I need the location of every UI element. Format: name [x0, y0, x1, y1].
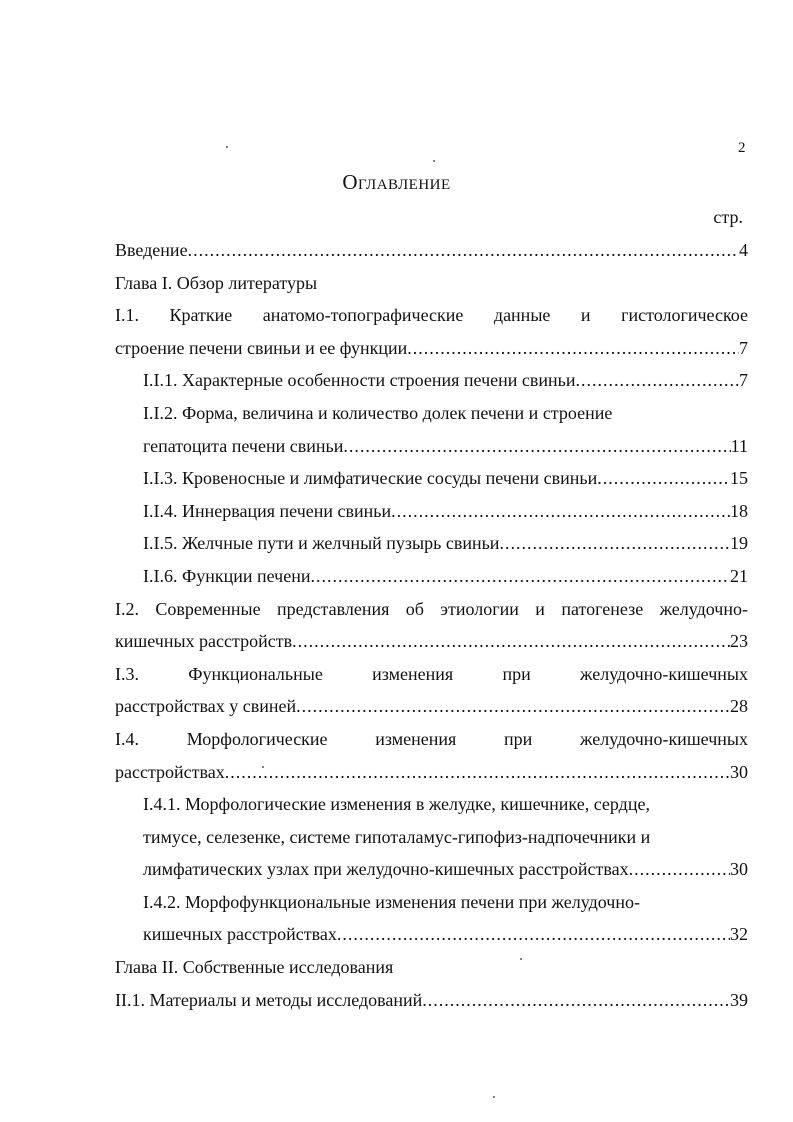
toc-entry: [143, 364, 748, 397]
toc-entry-text: I.4.1. Морфологические изменения в желудке, кишечнике, сердце,: [143, 794, 650, 815]
toc-entry-text: I.4.2. Морфофункциональные изменения печени при желудочно-: [143, 891, 640, 912]
toc-entry: [143, 560, 748, 593]
toc-entry-page: 30: [730, 761, 748, 782]
toc-entry: [143, 918, 748, 951]
toc-entry-page: 19: [730, 533, 748, 554]
toc-entry-page: 30: [730, 859, 748, 880]
toc-entry-label: расстройствах у свиней: [115, 696, 297, 717]
toc-entry: [143, 821, 748, 854]
toc-entry: I.1. Краткие анатомо-топографические данные и гистологическое: [115, 305, 748, 326]
toc-entry-label: I.I.5. Желчные пути и желчный пузырь свиньи: [143, 533, 500, 554]
toc-entry-page: 39: [730, 989, 748, 1010]
toc-entry-page: 18: [730, 500, 748, 521]
toc-entry-label: Введение: [115, 240, 188, 260]
toc-entry: [143, 527, 748, 560]
toc-dot-leader: [343, 430, 730, 463]
toc-entry-page: 11: [730, 435, 748, 456]
toc-entry-label: лимфатических узлах при желудочно-кишечных расстройствах: [143, 859, 629, 880]
toc-entry-label: кишечных расстройствах: [143, 924, 337, 945]
toc-entry: [115, 690, 748, 723]
toc-entry: [143, 397, 748, 430]
toc-entry-page: 28: [730, 696, 748, 717]
toc-dot-leader: [407, 332, 739, 365]
toc-entry-text: тимусе, селезенке, системе гипоталамус-гипофиз-надпочечники и: [143, 826, 651, 847]
toc-entry-page: 15: [730, 468, 748, 489]
page-column-label: стр.: [713, 207, 743, 227]
toc-entry: [143, 462, 748, 495]
toc-entry: [115, 234, 748, 267]
toc-entry: [143, 430, 748, 463]
toc-dot-leader: [422, 984, 730, 1017]
toc-entry: [115, 756, 748, 789]
toc-entry: [143, 886, 748, 919]
toc-dot-leader: [499, 527, 730, 560]
toc-entry: [115, 332, 748, 365]
page-number: 2: [738, 140, 746, 156]
toc-entry-page: 7: [739, 337, 748, 358]
scan-speck: [493, 1096, 495, 1098]
toc-entry-label: I.I.4. Иннервация печени свиньи: [143, 500, 392, 521]
toc-entry-label: II.1. Материалы и методы исследований: [115, 989, 423, 1010]
toc-dot-leader: [310, 560, 730, 593]
toc-dot-leader: [576, 364, 739, 397]
toc-dot-leader: [391, 495, 730, 528]
toc-entry-page: 21: [730, 565, 748, 586]
toc-entry-text: I.I.2. Форма, величина и количество долек печени и строение: [143, 402, 613, 423]
toc-dot-leader: [629, 853, 730, 886]
toc-dot-leader: [188, 234, 739, 267]
toc-entry-label: I.I.3. Кровеносные и лимфатические сосуды печени свиньи: [143, 468, 598, 489]
toc-entry-page: 4: [739, 240, 748, 260]
toc-entry: [115, 951, 748, 984]
toc-dot-leader: [337, 918, 730, 951]
toc-entry: [115, 984, 748, 1017]
toc-entry: [143, 788, 748, 821]
scan-speck: [226, 146, 228, 148]
toc-entry-page: 7: [739, 370, 748, 391]
scan-speck: [433, 160, 435, 162]
toc-dot-leader: [296, 690, 730, 723]
table-of-contents: [115, 234, 748, 1016]
toc-entry-label: I.I.6. Функции печени: [143, 565, 311, 586]
toc-entry: [143, 495, 748, 528]
toc-dot-leader: [597, 462, 730, 495]
toc-entry: [115, 267, 748, 300]
toc-entry-label: расстройствах: [115, 761, 225, 782]
toc-entry: I.2. Современные представления об этиологии и патогенезе желудочно-: [115, 598, 748, 619]
toc-entry-text: Глава II. Собственные исследования: [115, 957, 394, 978]
scan-speck: [520, 958, 522, 960]
toc-dot-leader: [225, 756, 730, 789]
toc-entry: [143, 853, 748, 886]
scan-speck: [262, 766, 264, 768]
toc-entry: [115, 625, 748, 658]
toc-entry-page: 32: [730, 924, 748, 945]
toc-entry: I.4. Морфологические изменения при желудочно-кишечных: [115, 728, 748, 749]
toc-entry: I.3. Функциональные изменения при желудочно-кишечных: [115, 663, 748, 684]
toc-entry-page: 23: [730, 631, 748, 652]
toc-dot-leader: [292, 625, 730, 658]
toc-entry-label: строение печени свиньи и ее функции: [115, 337, 408, 358]
toc-entry-label: гепатоцита печени свиньи: [143, 435, 344, 456]
toc-entry-label: I.I.1. Характерные особенности строения печени свиньи: [143, 370, 576, 391]
toc-title: Оглавление: [342, 170, 451, 194]
toc-entry-label: кишечных расстройств: [115, 631, 293, 652]
toc-entry-text: Глава I. Обзор литературы: [115, 272, 318, 293]
